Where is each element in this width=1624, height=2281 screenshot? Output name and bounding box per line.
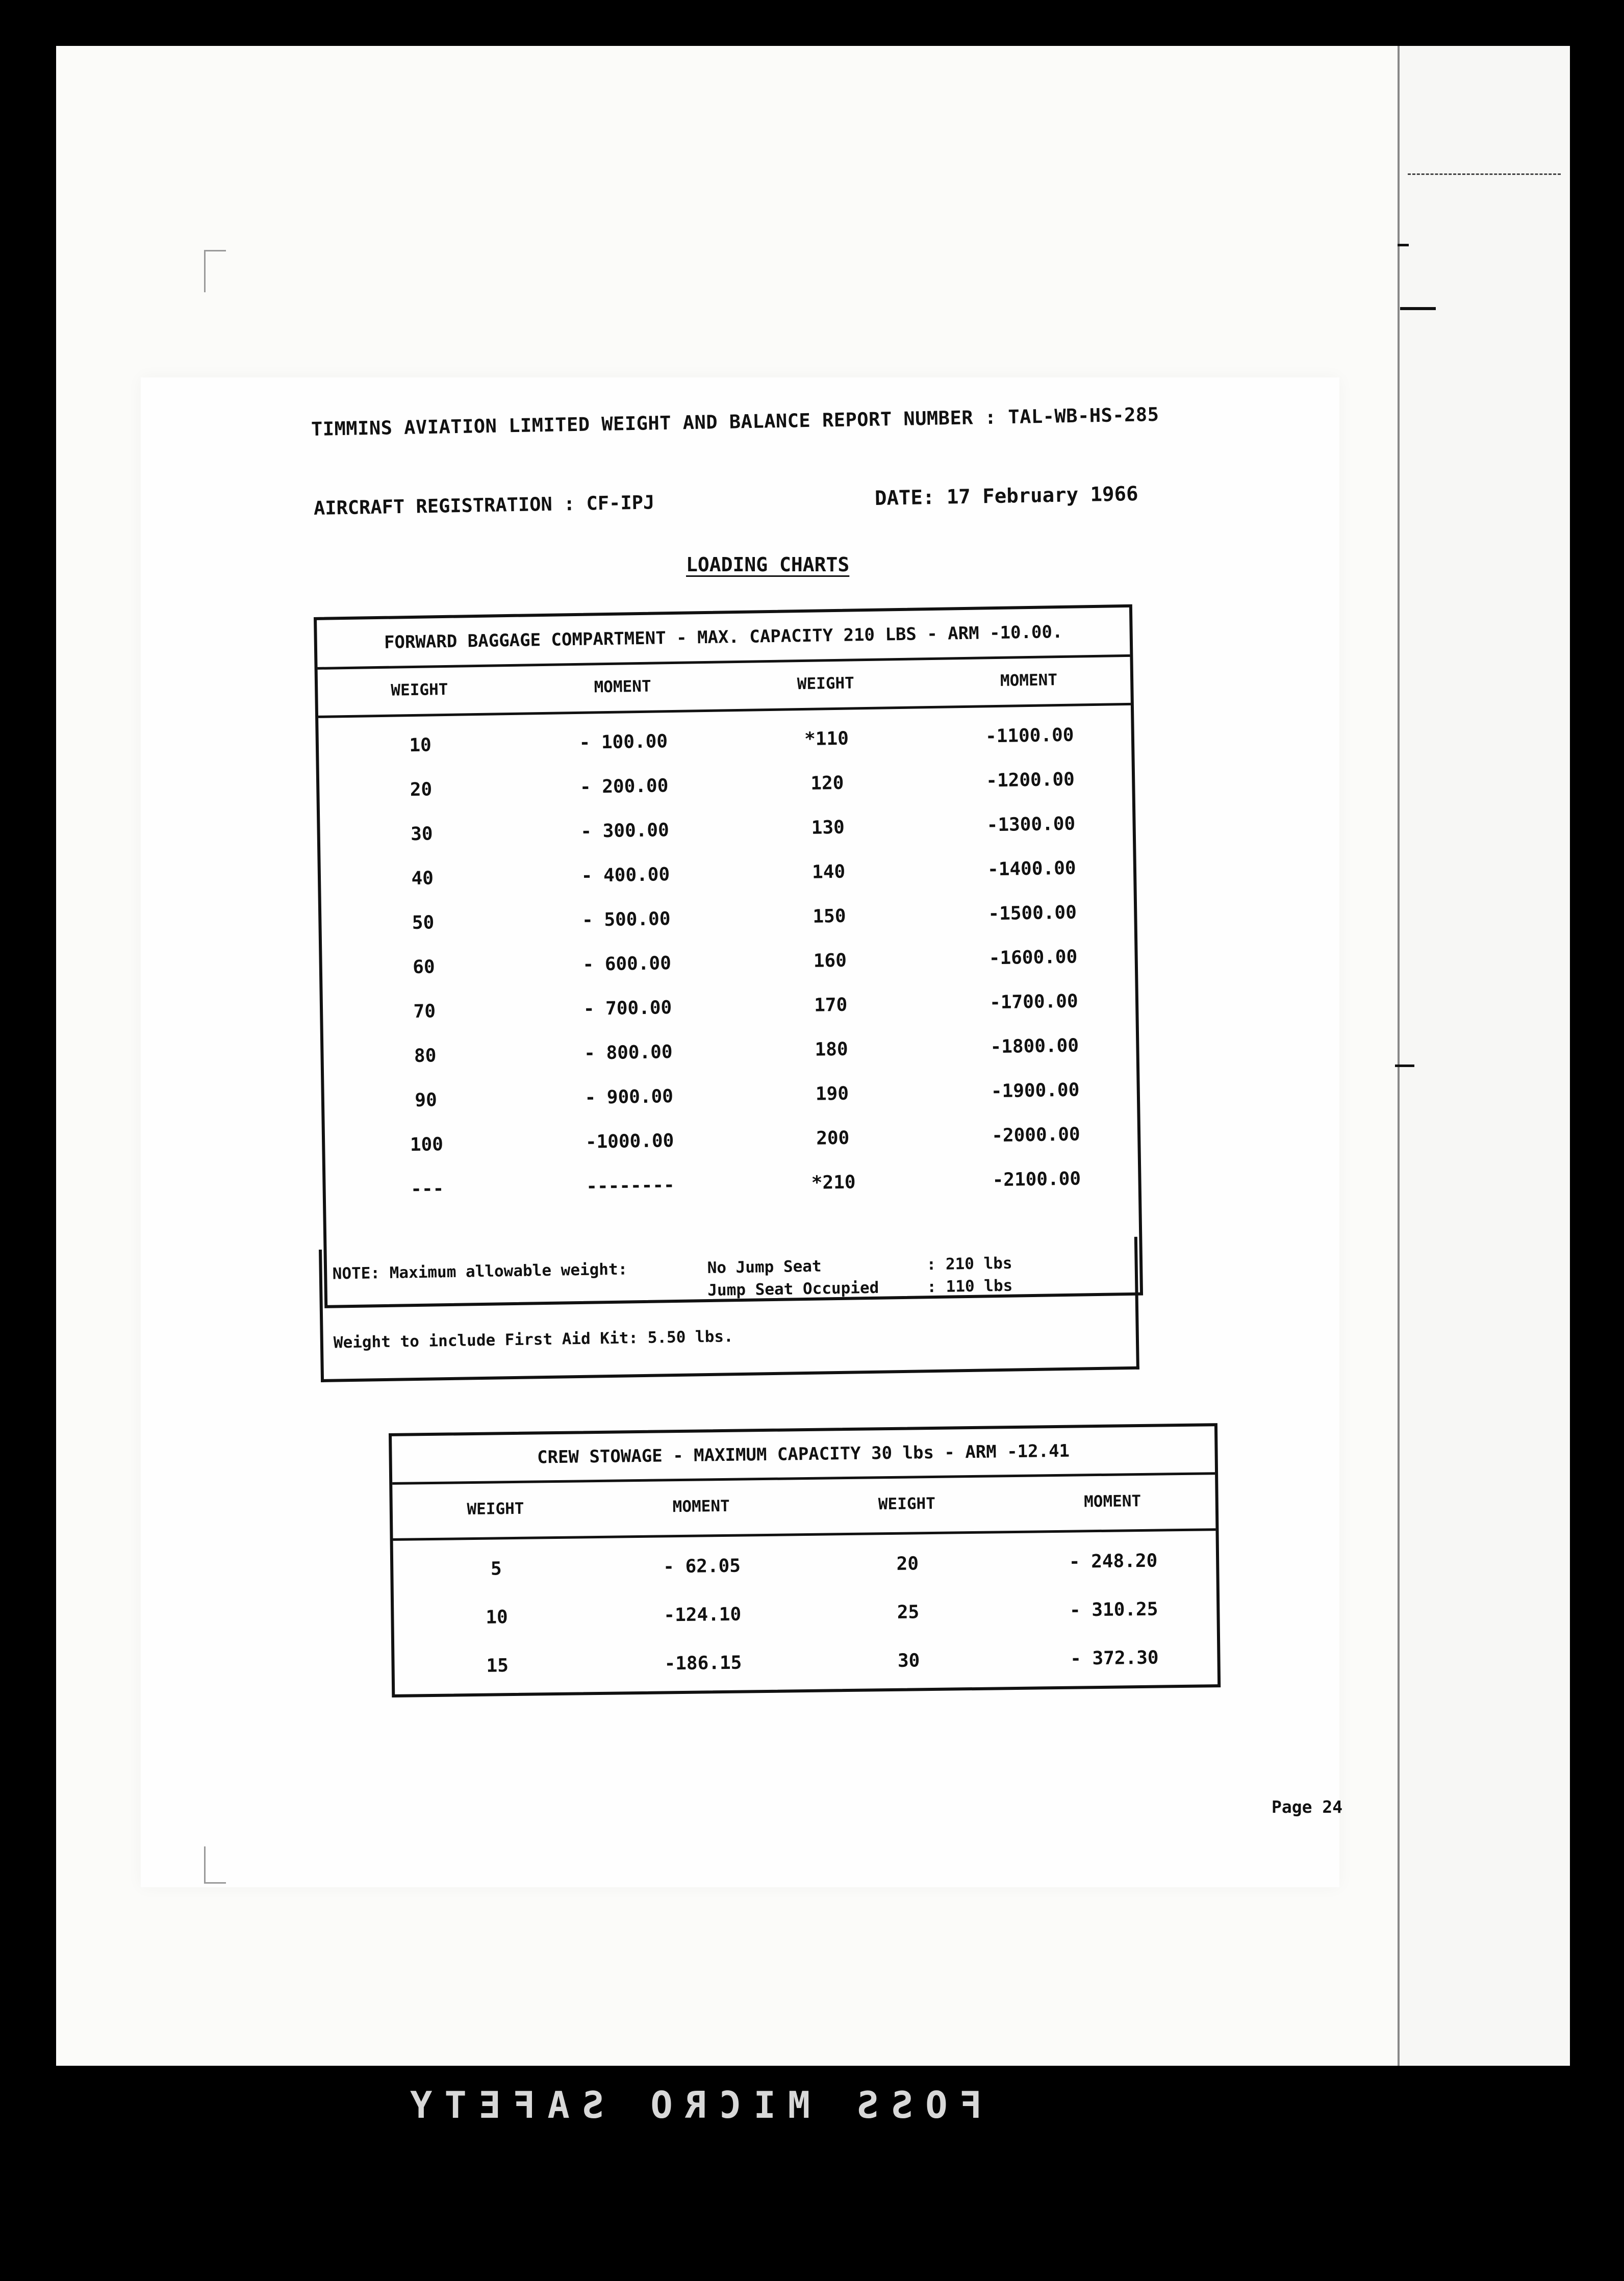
moment-cell: -1500.00 [988,902,1077,925]
weight-cell: 25 [897,1602,920,1623]
report-header: TIMMINS AVIATION LIMITED WEIGHT AND BALANCE REPORT NUMBER : TAL-WB-HS-285 [311,403,1159,440]
moment-cell: -2000.00 [991,1124,1080,1147]
forward-baggage-note-box [319,1237,1139,1382]
max-weight-note [332,1253,1054,1309]
moment-cell: -1800.00 [990,1035,1079,1058]
weight-cell: 50 [412,912,435,934]
weight-cell: 100 [410,1134,444,1156]
microfilm-stamp: FOSS MICRO SAFETY [398,2084,982,2126]
moment-cell: -1200.00 [986,769,1075,792]
note-jump-seat-occupied-value: : 110 lbs [927,1276,1013,1297]
moment-cell: - 900.00 [585,1086,674,1108]
section-title: LOADING CHARTS [686,553,850,576]
dashed-mark [1408,173,1561,175]
note-label: NOTE: Maximum allowable weight: [332,1260,628,1283]
column-header: WEIGHT [467,1499,524,1519]
weight-cell: 20 [896,1553,919,1575]
moment-cell: -1700.00 [989,991,1078,1013]
moment-cell: - 310.25 [1069,1599,1158,1621]
registration-bracket-bottom [204,1846,226,1884]
weight-cell: 170 [814,994,848,1016]
weight-cell: 190 [815,1083,849,1105]
column-header: WEIGHT [391,680,448,700]
crew-stowage-rows [393,1536,1217,1691]
moment-cell: - 800.00 [583,1042,673,1064]
moment-cell: -124.10 [664,1604,742,1626]
weight-cell: 5 [490,1558,502,1580]
weight-cell: 30 [897,1650,920,1671]
moment-cell: - 62.05 [663,1555,741,1578]
weight-cell: 15 [486,1655,509,1677]
moment-cell: - 200.00 [579,775,669,798]
moment-cell: - 248.20 [1069,1550,1158,1573]
registration-bracket-top [204,250,226,292]
note-jump-seat-occupied: Jump Seat Occupied [707,1278,879,1300]
weight-cell: *110 [804,728,849,750]
moment-cell: -1100.00 [985,724,1074,747]
weight-cell: 180 [815,1038,848,1060]
column-header: WEIGHT [797,673,855,693]
weight-cell: 140 [811,861,846,883]
column-header: WEIGHT [878,1494,936,1514]
crew-stowage-header-row [392,1472,1215,1541]
margin-arrow-mark [1400,307,1436,310]
weight-cell: 130 [811,817,845,839]
crew-stowage-title: CREW STOWAGE - MAXIMUM CAPACITY 30 lbs - ARM -12.41 [392,1426,1215,1485]
report-date: DATE: 17 February 1966 [874,482,1138,510]
weight-cell: 20 [410,779,433,801]
moment-cell: - 700.00 [583,997,672,1020]
moment-cell: -186.15 [664,1652,742,1675]
weight-cell: 80 [414,1045,437,1067]
margin-tick-2 [1395,1065,1414,1067]
weight-cell: --- [410,1178,444,1200]
note-no-jump-seat-value: : 210 lbs [926,1254,1012,1274]
moment-cell: - 500.00 [581,908,671,931]
column-header: MOMENT [672,1497,730,1516]
weight-cell: 120 [810,772,844,794]
moment-cell: -1600.00 [988,946,1078,969]
weight-cell: 160 [813,950,847,972]
weight-cell: 200 [816,1127,850,1149]
moment-cell: - 400.00 [581,864,670,886]
weight-cell: 10 [486,1607,508,1628]
moment-cell: - 100.00 [579,731,668,753]
weight-cell: 40 [411,868,434,890]
weight-cell: 60 [412,956,435,978]
moment-cell: - 372.30 [1070,1647,1159,1669]
moment-cell: - 600.00 [582,953,672,975]
moment-cell: -1000.00 [585,1130,674,1153]
moment-cell: -------- [586,1175,675,1197]
crew-stowage-table [389,1423,1221,1697]
column-header: MOMENT [1000,670,1058,690]
table-row [394,1633,1217,1691]
forward-baggage-rows [318,712,1138,1213]
weight-cell: 90 [415,1089,438,1111]
weight-cell: 30 [410,823,433,845]
first-aid-kit-note: Weight to include First Aid Kit: 5.50 lbs. [333,1327,733,1352]
note-no-jump-seat: No Jump Seat [707,1257,822,1278]
moment-cell: -1900.00 [991,1079,1080,1102]
weight-cell: 150 [813,905,846,927]
weight-cell: *210 [811,1172,856,1194]
margin-tick-1 [1398,244,1409,246]
moment-cell: -1300.00 [986,813,1076,836]
moment-cell: -2100.00 [992,1168,1081,1191]
column-header: MOMENT [1083,1491,1141,1511]
forward-baggage-title: FORWARD BAGGAGE COMPARTMENT - MAX. CAPACITY 210 LBS - ARM -10.00. [317,607,1130,670]
moment-cell: -1400.00 [987,857,1076,880]
column-header: MOMENT [594,677,651,696]
forward-baggage-table [314,604,1143,1308]
weight-cell: 70 [413,1001,436,1023]
moment-cell: - 300.00 [580,820,670,842]
page-edge-strip [1398,46,1570,2066]
weight-cell: 10 [409,734,432,756]
page-number: Page 24 [1272,1797,1343,1817]
aircraft-registration: AIRCRAFT REGISTRATION : CF-IPJ [313,491,655,519]
